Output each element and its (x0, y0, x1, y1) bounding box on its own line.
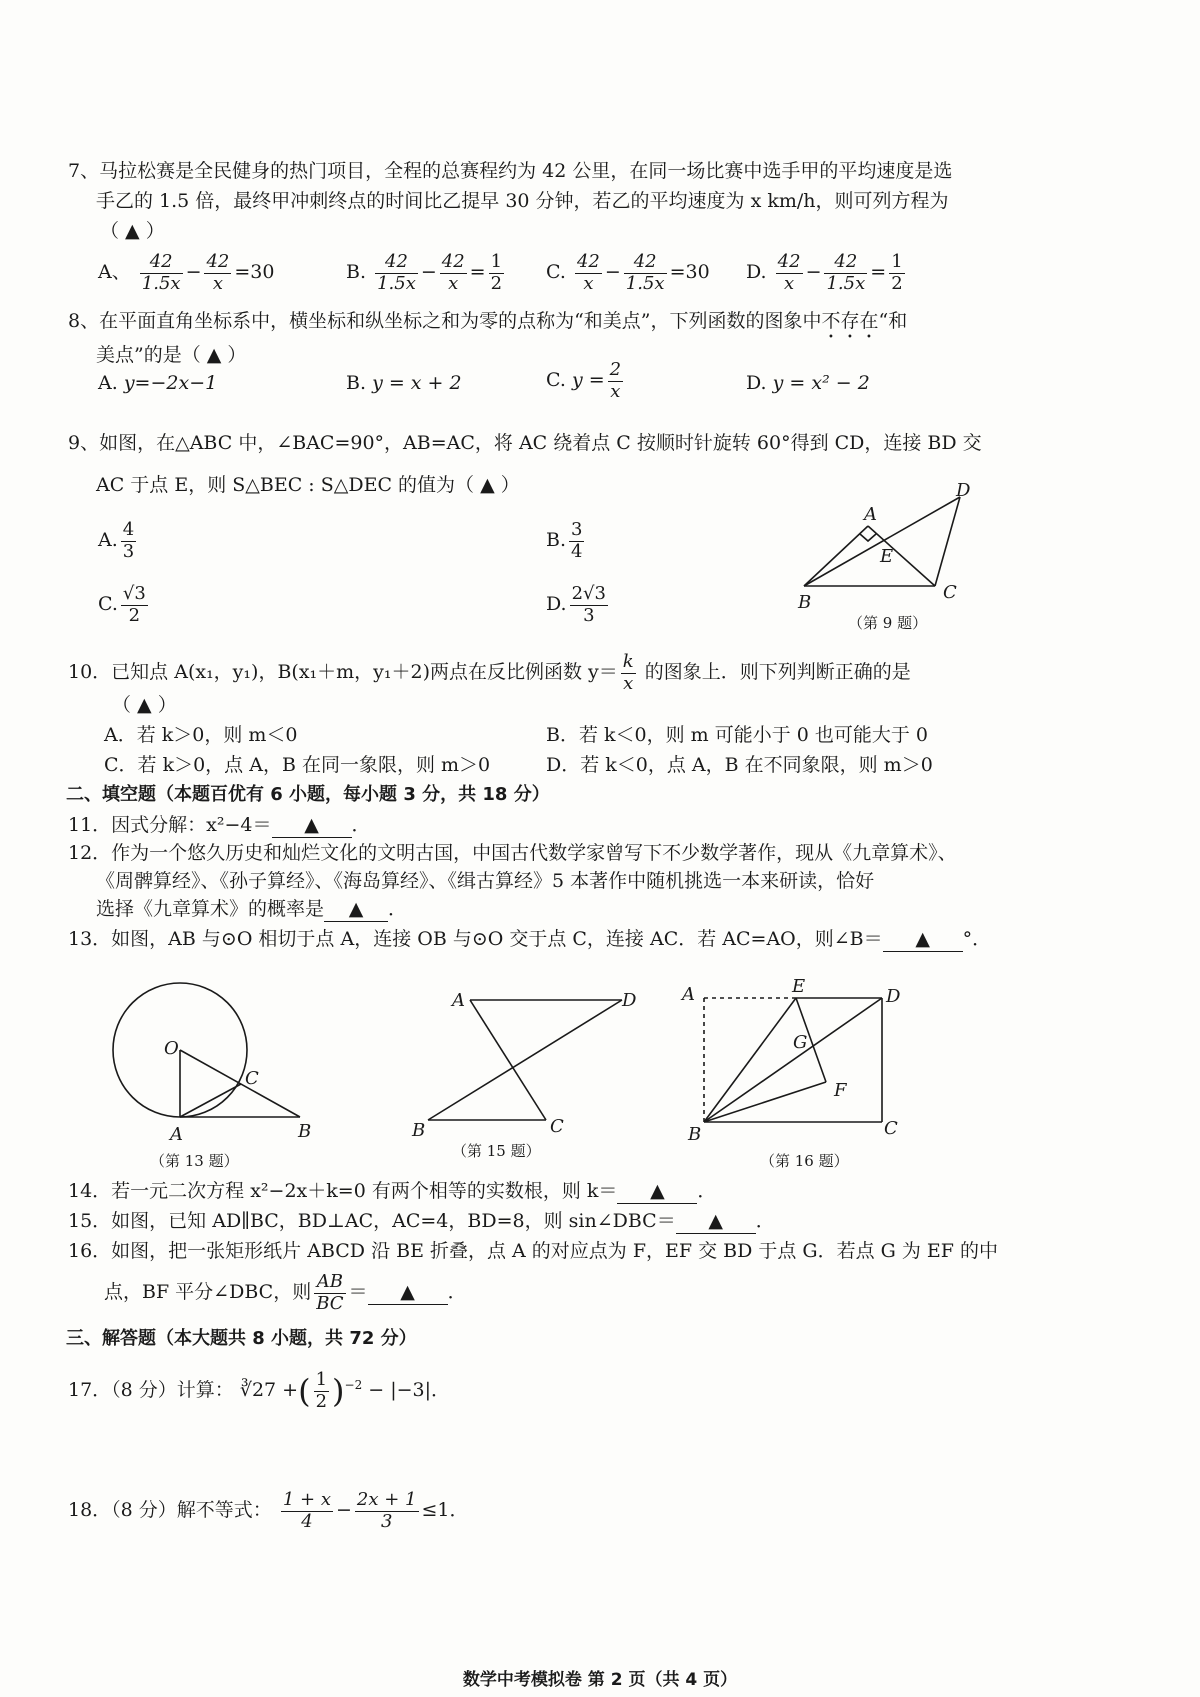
q10-option-d: D．若 k＜0，点 A，B 在不同象限，则 m＞0 (546, 754, 933, 776)
q11-blank: ▲ (272, 814, 352, 838)
fig13-diagram (100, 980, 330, 1150)
q9-line1: 9、如图，在△ABC 中，∠BAC=90°，AB=AC，将 AC 绕着点 C 按顺时针旋转 60°得到 CD，连接 BD 交 (68, 432, 982, 454)
q12-line3: 选择《九章算术》的概率是 ▲ ． (96, 898, 408, 920)
fig16-label-f: F (834, 1080, 847, 1101)
q8-option-d: D. y = x² − 2 (746, 372, 870, 394)
fig9-label-c: C (943, 582, 957, 603)
q12-line1: 12．作为一个悠久历史和灿烂文化的文明古国，中国古代数学家曾写下不少数学著作，现从《九章算术》、 (68, 842, 957, 864)
q10-option-a: A．若 k＞0，则 m＜0 (104, 724, 298, 746)
fig9-diagram (780, 480, 1000, 630)
q7-option-a: A、 $\frac{42}{1.5x}$ − $\frac{42}{x}$ =30 (98, 251, 275, 294)
fig13-label-c: C (245, 1068, 259, 1089)
fig16-caption: （第 16 题） (760, 1152, 849, 1170)
q9-option-c: C. $\frac{√3}{2}$ (98, 583, 146, 626)
q18: 18．（8 分）解不等式： $\frac{1 + x}{4}$ − $\frac{2x + 1}{3}$ ≤1． (68, 1489, 469, 1532)
fig9-label-a: A (864, 504, 877, 525)
fig9-label-b: B (798, 592, 812, 613)
q10-option-c: C．若 k＞0，点 A，B 在同一象限，则 m＞0 (104, 754, 491, 776)
q12-line2: 《周髀算经》、《孙子算经》、《海岛算经》、《缉古算经》5 本著作中随机挑选一本来研读，恰好 (96, 870, 875, 892)
q8-line1: 8、在平面直角坐标系中，横坐标和纵坐标之和为零的点称为“和美点”，下列函数的图象中不存在“和 (68, 310, 908, 332)
q10-line1: 10．已知点 A(x₁，y₁)，B(x₁＋m，y₁＋2)两点在反比例函数 y＝ $\frac{k}{x}$ 的图象上．则下列判断正确的是 (68, 651, 911, 694)
q8-option-a: A. y=−2x−1 (98, 372, 218, 394)
q13: 13．如图，AB 与⊙O 相切于点 A，连接 OB 与⊙O 交于点 C，连接 AC．若 AC=AO，则∠B＝ ▲ °． (68, 928, 992, 950)
fig15-diagram (406, 980, 656, 1150)
fig16-label-c: C (884, 1118, 898, 1139)
q7-option-d: D. $\frac{42}{x}$ − $\frac{42}{1.5x}$ = $\frac{1}{2}$ (746, 251, 903, 294)
q9-option-a: A. $\frac{4}{3}$ (98, 519, 135, 562)
q8-option-c: C. y = $\frac{2}{x}$ (546, 359, 622, 402)
q10-option-b: B．若 k＜0，则 m 可能小于 0 也可能大于 0 (546, 724, 928, 746)
fig15-label-c: C (550, 1116, 564, 1137)
q16-line2: 点，BF 平分∠DBC，则 $\frac{AB}{BC}$ ＝ ▲ ． (104, 1271, 467, 1314)
q16-blank: ▲ (368, 1281, 448, 1305)
q9-line2: AC 于点 E，则 S△BEC : S△DEC 的值为（ ▲ ） (96, 474, 520, 496)
fig13-label-a: A (170, 1124, 183, 1145)
fig15-label-d: D (622, 990, 637, 1011)
q12-blank: ▲ (324, 898, 388, 922)
fig15-label-a: A (452, 990, 465, 1011)
fig16-label-a: A (682, 984, 695, 1005)
fig13-label-b: B (298, 1121, 312, 1142)
fig9-label-e: E (880, 546, 894, 567)
fig13-caption: （第 13 题） (150, 1152, 239, 1170)
fig16-label-d: D (886, 986, 901, 1007)
fig15-label-b: B (412, 1120, 426, 1141)
q8-emphasis: 不存在 (821, 310, 879, 332)
q7-line2: 手乙的 1.5 倍，最终甲冲刺终点的时间比乙提早 30 分钟，若乙的平均速度为 x km/h，则可列方程为 (96, 190, 949, 212)
fig13-label-o: O (164, 1038, 179, 1059)
fig15-caption: （第 15 题） (452, 1142, 541, 1160)
fig16-label-g: G (793, 1032, 808, 1053)
fig16-label-b: B (688, 1124, 702, 1145)
q8-line2: 美点”的是（ ▲ ） (96, 344, 247, 366)
q11: 11．因式分解：x²−4＝ ▲ ． (68, 814, 371, 836)
page-footer: 数学中考模拟卷 第 2 页（共 4 页） (462, 1670, 738, 1690)
section3-heading: 三、解答题（本大题共 8 小题，共 72 分） (66, 1328, 417, 1349)
q7-answer-slot: （ ▲ ） (100, 220, 165, 242)
q15: 15．如图，已知 AD∥BC，BD⊥AC，AC=4，BD=8，则 sin∠DBC＝ ▲ ． (68, 1210, 775, 1232)
section2-heading: 二、填空题（本题百优有 6 小题，每小题 3 分，共 18 分） (66, 784, 550, 805)
q15-blank: ▲ (676, 1210, 756, 1234)
q7-option-c: C. $\frac{42}{x}$ − $\frac{42}{1.5x}$ =30 (546, 251, 710, 294)
fig16-diagram (676, 976, 916, 1145)
q17: 17．（8 分）计算： ∛27 +( $\frac{1}{2}$ )$^{-2}$ − |−3|． (68, 1369, 451, 1412)
q14: 14．若一元二次方程 x²−2x＋k=0 有两个相等的实数根，则 k＝ ▲ ． (68, 1180, 717, 1202)
q9-option-d: D. $\frac{2√3}{3}$ (546, 583, 606, 626)
q9-option-b: B. $\frac{3}{4}$ (546, 519, 583, 562)
q14-blank: ▲ (617, 1180, 697, 1204)
fig16-label-e: E (792, 976, 806, 997)
q8-option-b: B. y = x + 2 (346, 372, 462, 394)
fig9-label-d: D (956, 480, 971, 501)
q10-line2: （ ▲ ） (112, 694, 177, 716)
q7-line1: 7、马拉松赛是全民健身的热门项目，全程的总赛程约为 42 公里，在同一场比赛中选手甲的平均速度是选 (68, 160, 953, 182)
q7-option-b: B. $\frac{42}{1.5x}$ − $\frac{42}{x}$ = $\frac{1}{2}$ (346, 251, 503, 294)
q13-blank: ▲ (883, 928, 963, 952)
q16-line1: 16．如图，把一张矩形纸片 ABCD 沿 BE 折叠，点 A 的对应点为 F，EF 交 BD 于点 G．若点 G 为 EF 的中 (68, 1240, 998, 1262)
fig9-caption: （第 9 题） (848, 614, 928, 632)
